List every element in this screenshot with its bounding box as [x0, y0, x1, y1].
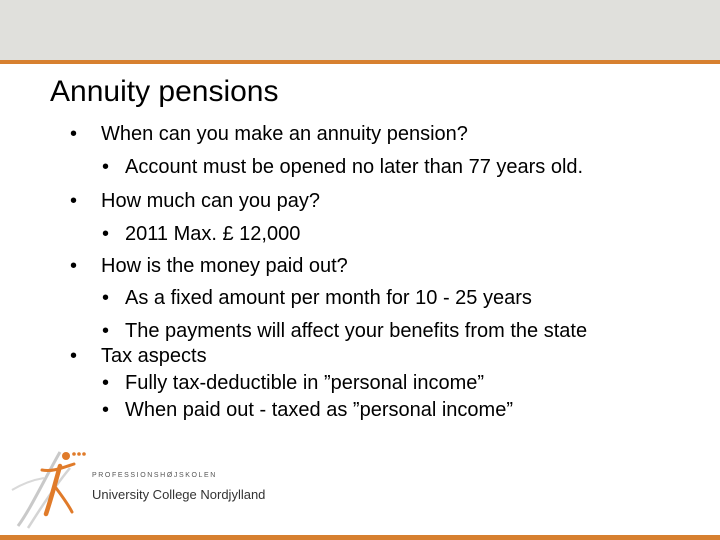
- bullet-dot: •: [102, 320, 110, 342]
- logo-line-2: University College Nordjylland: [92, 487, 266, 502]
- footer-accent-line: [0, 535, 720, 540]
- university-logo: [10, 440, 290, 530]
- bullet-text: When paid out - taxed as ”personal income”: [125, 399, 513, 421]
- bullet-text: Tax aspects: [101, 345, 207, 367]
- bullet-dot: •: [102, 372, 110, 394]
- bullet-dot: •: [102, 156, 110, 178]
- bullet-text: As a fixed amount per month for 10 - 25 years: [125, 287, 532, 309]
- bullet-dot: •: [102, 223, 110, 245]
- bullet-text: 2011 Max. £ 12,000: [125, 223, 301, 245]
- bullet-text: How is the money paid out?: [101, 255, 348, 277]
- bullet-dot: •: [70, 123, 78, 145]
- logo-line-1: PROFESSIONSHØJSKOLEN: [92, 472, 217, 479]
- bullet-dot: •: [70, 255, 78, 277]
- bullet-text: How much can you pay?: [101, 190, 321, 212]
- bullet-text: Account must be opened no later than 77 years old.: [125, 156, 584, 178]
- bullet-text: Fully tax-deductible in ”personal income”: [125, 372, 485, 394]
- logo-figure-icon: [10, 440, 90, 530]
- bullet-dot: •: [70, 345, 78, 367]
- bullet-text: When can you make an annuity pension?: [101, 123, 468, 145]
- bullet-dot: •: [102, 399, 110, 421]
- slide-title: Annuity pensions: [50, 75, 279, 108]
- bullet-dot: •: [102, 287, 110, 309]
- bullet-text: The payments will affect your benefits from the state: [125, 320, 588, 342]
- bullet-dot: •: [70, 190, 78, 212]
